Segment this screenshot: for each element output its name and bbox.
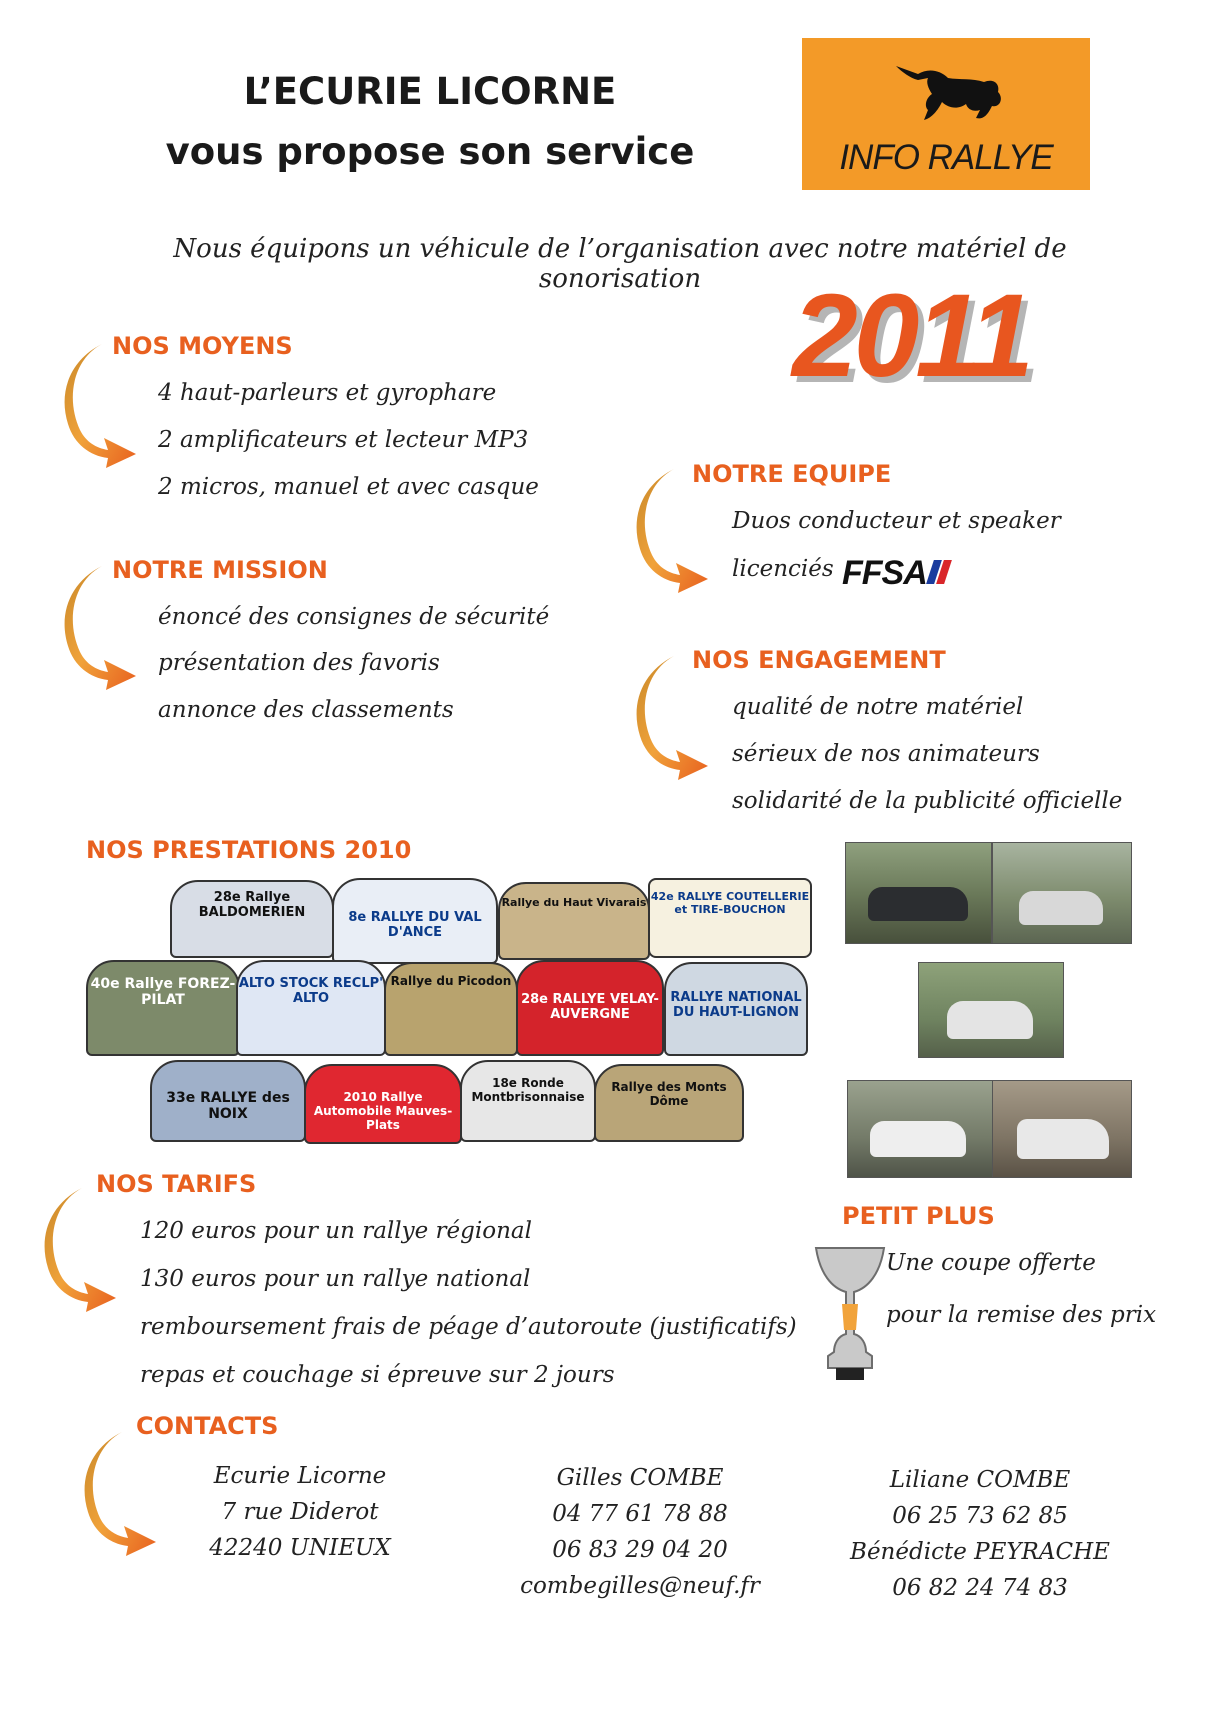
contact-line: Gilles COMBE — [556, 1465, 724, 1491]
moyens-item: 2 micros, manuel et avec casque — [158, 474, 539, 500]
trophy-icon — [812, 1244, 888, 1384]
rally-plate — [648, 878, 812, 958]
contact-line: Bénédicte PEYRACHE — [850, 1539, 1110, 1565]
car-photo — [992, 1080, 1132, 1178]
title-line-1: L’ECURIE LICORNE — [243, 70, 617, 113]
contact-line: Ecurie Licorne — [213, 1463, 387, 1489]
rally-plate-label: 2010 Rallye Automobile Mauves-Plats — [313, 1090, 453, 1132]
rally-plate-label: 28e RALLYE VELAY-AUVERGNE — [521, 992, 659, 1022]
rally-plate-label: Rallye du Haut Vivarais — [501, 896, 647, 909]
moyens-item: 4 haut-parleurs et gyrophare — [158, 380, 497, 406]
mission-item: présentation des favoris — [158, 650, 440, 676]
car-photo — [992, 842, 1132, 944]
rally-plate — [332, 878, 498, 964]
contact-address — [170, 1458, 430, 1566]
car-photo — [918, 962, 1064, 1058]
rally-plate — [384, 962, 518, 1056]
contacts-title: CONTACTS — [136, 1412, 279, 1440]
logo-text: INFO RALLYE — [839, 138, 1053, 177]
tarifs-title: NOS TARIFS — [96, 1170, 257, 1198]
title-line-2: vous propose son service — [165, 130, 695, 173]
mission-title: NOTRE MISSION — [112, 556, 328, 584]
contact-email[interactable]: combegilles@neuf.fr — [520, 1573, 760, 1599]
mission-item: énoncé des consignes de sécurité — [158, 604, 550, 630]
info-rallye-logo — [802, 38, 1090, 190]
engagement-title: NOS ENGAGEMENT — [692, 646, 946, 674]
rally-plate-label: Rallye des Monts Dôme — [611, 1080, 727, 1108]
year-banner: 2011 — [792, 270, 1030, 402]
contact-line: 06 82 24 74 83 — [892, 1575, 1068, 1601]
tarifs-item: 130 euros pour un rallye national — [140, 1266, 531, 1292]
rally-plate-label: 33e RALLYE des NOIX — [166, 1090, 290, 1122]
equipe-item: licenciés — [732, 556, 834, 582]
car-shape — [1017, 1119, 1109, 1159]
rally-plate-label: 28e Rallye BALDOMERIEN — [198, 890, 306, 920]
rally-plate — [498, 882, 650, 960]
engagement-item: qualité de notre matériel — [732, 694, 1024, 720]
rally-plates-collage — [86, 878, 822, 1148]
engagement-item: sérieux de nos animateurs — [732, 741, 1040, 767]
engagement-item: solidarité de la publicité officielle — [732, 788, 1123, 814]
curved-arrow-icon — [42, 1184, 120, 1314]
petit-plus-title: PETIT PLUS — [842, 1202, 995, 1230]
rally-plate-label: Rallye du Picodon — [390, 974, 512, 988]
rally-plate — [150, 1060, 306, 1142]
contact-liliane-benedicte — [830, 1462, 1130, 1606]
rally-plate — [236, 960, 386, 1056]
tarifs-item: remboursement frais de péage d’autoroute (justificatifs) — [140, 1314, 797, 1340]
unicorn-icon — [888, 48, 1008, 130]
rally-plate — [86, 960, 240, 1056]
rally-plate — [594, 1064, 744, 1142]
car-shape — [868, 887, 968, 921]
car-shape — [1019, 891, 1103, 925]
prestations-title: NOS PRESTATIONS 2010 — [86, 836, 412, 864]
car-shape — [947, 1001, 1033, 1039]
ffsa-text: FFSA — [842, 554, 927, 592]
equipe-title: NOTRE EQUIPE — [692, 460, 892, 488]
rally-plate — [664, 962, 808, 1056]
rally-plate-label: 40e Rallye FOREZ-PILAT — [90, 976, 236, 1008]
tarifs-item: repas et couchage si épreuve sur 2 jours — [140, 1362, 615, 1388]
rally-plate-label: 42e RALLYE COUTELLERIE et TIRE-BOUCHON — [650, 890, 810, 916]
tarifs-item: 120 euros pour un rallye régional — [140, 1218, 532, 1244]
page-title — [150, 62, 710, 182]
contact-gilles — [500, 1460, 780, 1604]
moyens-title: NOS MOYENS — [112, 332, 293, 360]
petit-plus-item: Une coupe offerte — [886, 1250, 1096, 1276]
contact-line: 7 rue Diderot — [221, 1499, 379, 1525]
equipe-item: Duos conducteur et speaker — [732, 508, 1061, 534]
rally-plate-label: 18e Ronde Montbrisonnaise — [471, 1076, 585, 1104]
rally-plate-label: 8e RALLYE DU VAL D'ANCE — [348, 910, 482, 940]
contact-line: Liliane COMBE — [889, 1467, 1071, 1493]
contact-line: 06 25 73 62 85 — [892, 1503, 1068, 1529]
moyens-item: 2 amplificateurs et lecteur MP3 — [158, 427, 529, 453]
car-photo — [845, 842, 992, 944]
contact-line: 42240 UNIEUX — [209, 1535, 391, 1561]
curved-arrow-icon — [82, 1428, 160, 1558]
rally-plate — [516, 960, 664, 1056]
mission-item: annonce des classements — [158, 697, 454, 723]
rally-plate — [304, 1064, 462, 1144]
car-photo — [847, 1080, 993, 1178]
car-shape — [870, 1121, 966, 1157]
rally-plate-label: ALTO STOCK RECLP' ALTO — [238, 976, 384, 1006]
contact-line: 04 77 61 78 88 — [552, 1501, 728, 1527]
rally-plate-label: RALLYE NATIONAL DU HAUT-LIGNON — [670, 990, 802, 1020]
contact-line: 06 83 29 04 20 — [552, 1537, 728, 1563]
petit-plus-item: pour la remise des prix — [886, 1302, 1157, 1328]
intro-text: Nous équipons un véhicule de l’organisation avec notre matériel de sonorisation — [173, 234, 1067, 294]
ffsa-logo — [842, 554, 948, 593]
rally-plate — [460, 1060, 596, 1142]
rally-plate — [170, 880, 334, 958]
